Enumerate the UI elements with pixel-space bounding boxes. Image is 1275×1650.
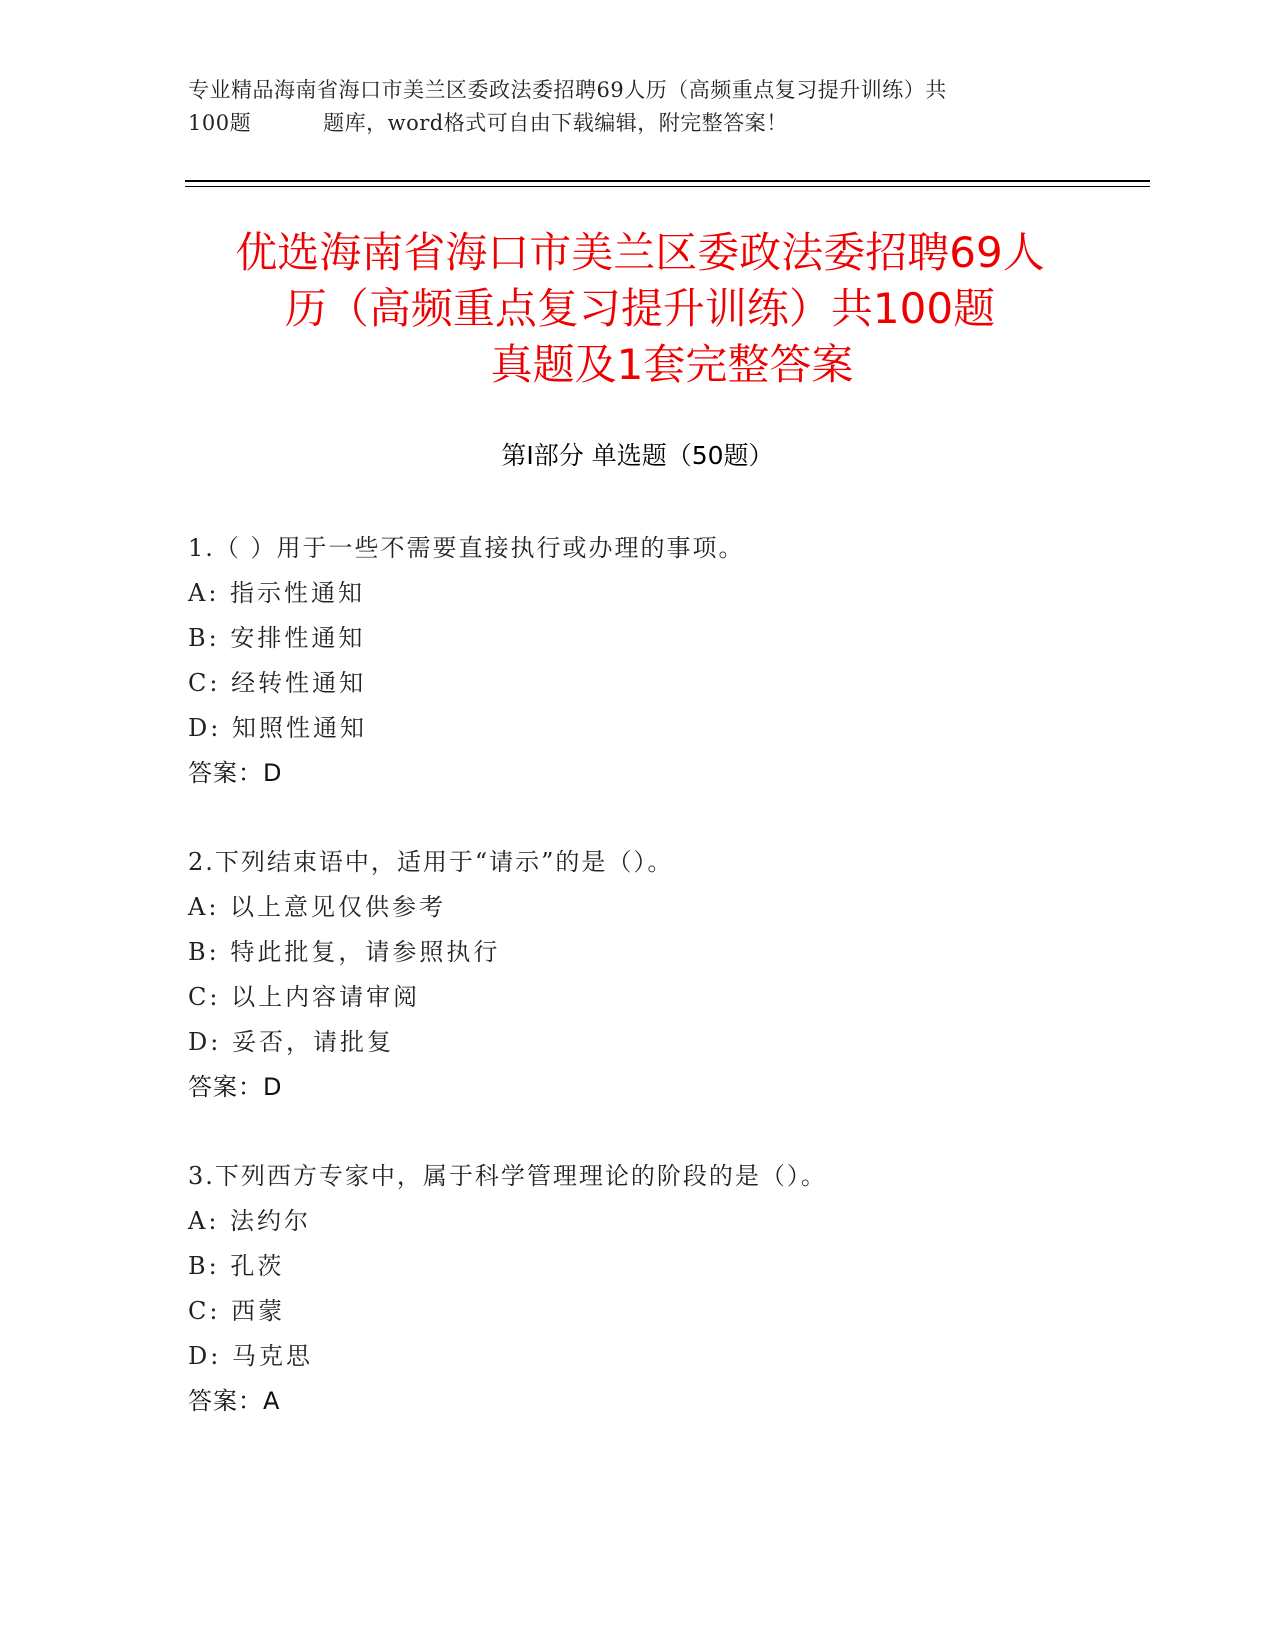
question-2 bbox=[188, 840, 1088, 1110]
option-c: C: 以上内容请审阅 bbox=[188, 983, 421, 1011]
answer: 答案：D bbox=[188, 759, 283, 787]
option-a: A: 法约尔 bbox=[188, 1207, 312, 1235]
question-stem: 3.下列西方专家中，属于科学管理理论的阶段的是（）。 bbox=[188, 1162, 827, 1190]
question-list bbox=[188, 526, 1088, 1468]
title-line-3: 真题及1套完整答案 bbox=[490, 340, 854, 389]
header-line-2-end: 题库，word格式可自由下载编辑，附完整答案！ bbox=[323, 111, 788, 135]
option-d: D: 知照性通知 bbox=[188, 714, 367, 742]
document-header bbox=[188, 74, 1078, 140]
header-line-1: 专业精品海南省海口市美兰区委政法委招聘69人历（高频重点复习提升训练）共 bbox=[188, 78, 947, 102]
header-rule-thin bbox=[185, 186, 1150, 187]
option-d: D: 马克思 bbox=[188, 1342, 313, 1370]
answer: 答案：D bbox=[188, 1073, 283, 1101]
option-a: A: 指示性通知 bbox=[188, 579, 366, 607]
section-title: 第Ⅰ部分 单选题（50题） bbox=[501, 441, 774, 470]
answer: 答案：A bbox=[188, 1387, 281, 1415]
question-1 bbox=[188, 526, 1088, 796]
question-3 bbox=[188, 1154, 1088, 1424]
document-title bbox=[160, 225, 1120, 393]
option-d: D: 妥否，请批复 bbox=[188, 1028, 394, 1056]
option-c: C: 经转性通知 bbox=[188, 669, 367, 697]
header-line-2-start: 100题 bbox=[188, 111, 252, 135]
header-rule-thick bbox=[185, 180, 1150, 182]
option-b: B: 特此批复，请参照执行 bbox=[188, 938, 501, 966]
title-line-2: 历（高频重点复习提升训练）共100题 bbox=[284, 284, 996, 333]
option-c: C: 西蒙 bbox=[188, 1297, 286, 1325]
option-b: B: 孔茨 bbox=[188, 1252, 285, 1280]
question-stem: 1.（ ）用于一些不需要直接执行或办理的事项。 bbox=[188, 534, 745, 562]
title-line-1: 优选海南省海口市美兰区委政法委招聘69人 bbox=[235, 228, 1045, 277]
header-line-2 bbox=[188, 107, 1078, 140]
question-stem: 2.下列结束语中，适用于“请示”的是（）。 bbox=[188, 848, 674, 876]
option-a: A: 以上意见仅供参考 bbox=[188, 893, 447, 921]
option-b: B: 安排性通知 bbox=[188, 624, 366, 652]
